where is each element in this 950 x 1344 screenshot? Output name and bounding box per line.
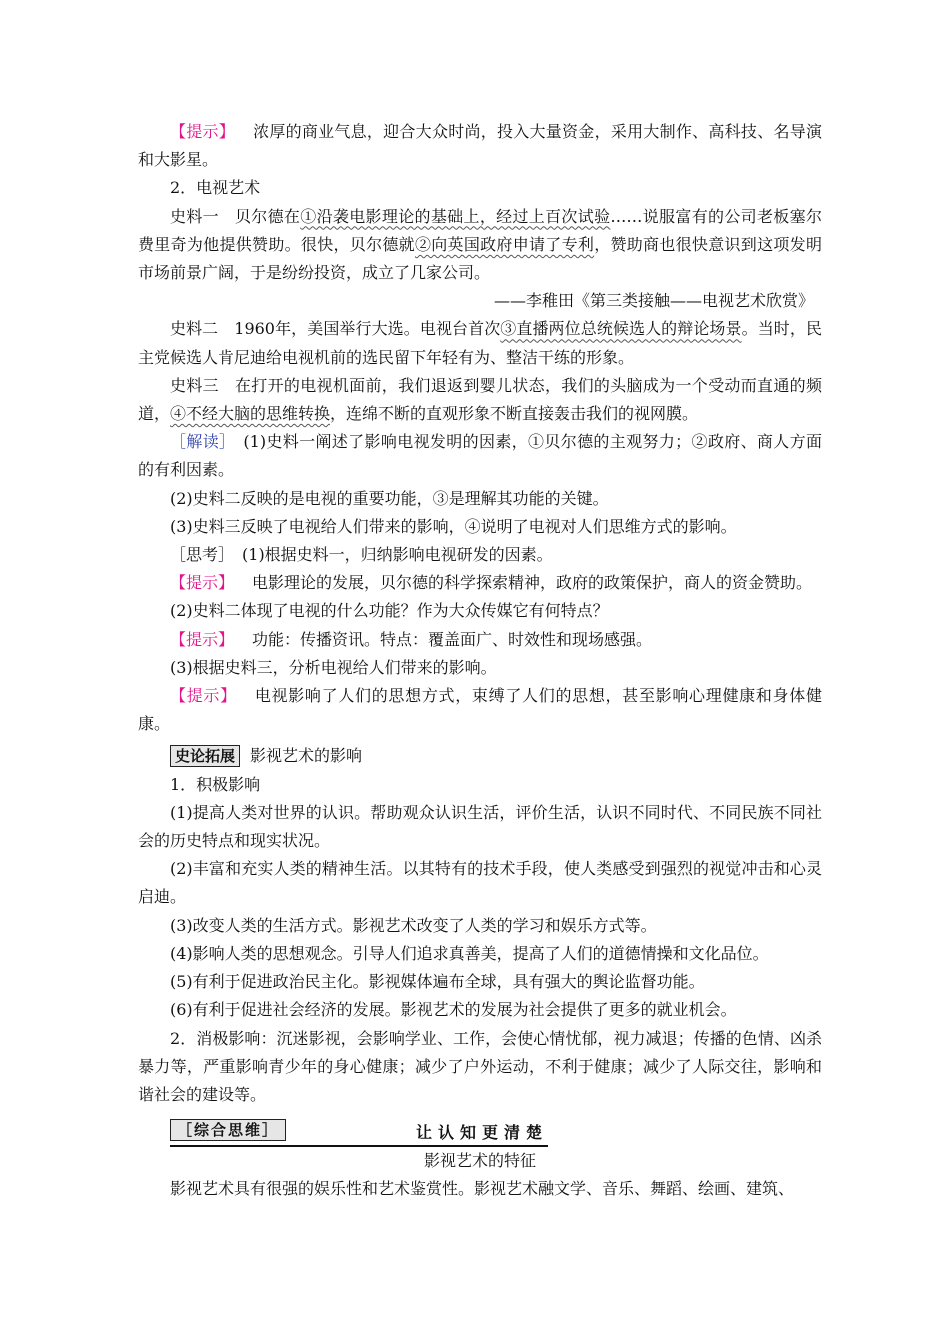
source-text: ……说服富有的公司老板塞尔费里奇为他提供赞助。很快，贝尔德就 <box>138 206 822 254</box>
think-question-3: (3)根据史料三，分析电视给人们带来的影响。 <box>170 657 497 677</box>
underlined-text: ①沿袭电影理论的基础上，经过上百次试验 <box>300 206 611 226</box>
source-three <box>138 372 822 428</box>
source-text: ，赞助商也很快意识到这项发明市场前景广阔，于是纷纷投资，成立了几家公司。 <box>138 234 822 283</box>
source-label: 史料一 <box>170 206 219 226</box>
interpret-line-3: (3)史料三反映了电视给人们带来的影响，④说明了电视对人们思维方式的影响。 <box>170 516 737 536</box>
underlined-text: ②向英国政府申请了专利 <box>414 234 595 254</box>
tip-text: 功能：传播资讯。特点：覆盖面广、时效性和现场感强。 <box>252 629 653 649</box>
heading-tv-art: 2．电视艺术 <box>170 178 261 198</box>
interpret-text: (1)史料一阐述了影响电视发明的因素，①贝尔德的主观努力；②政府、商人方面的有利因素。 <box>138 432 822 480</box>
source-text: 在打开的电视机面前，我们退返到婴儿状态，我们的头脑成为一个受动而直通的频道， <box>138 375 822 424</box>
expand-item: (4)影响人类的思想观念。引导人们追求真善美，提高了人们的道德情操和文化品位。 <box>170 943 769 963</box>
tip-paragraph-film <box>138 118 822 174</box>
underlined-text: ④不经大脑的思维转换 <box>170 404 331 424</box>
synthesis-title: 影视艺术的特征 <box>423 1151 536 1171</box>
synthesis-text: 影视艺术具有很强的娱乐性和艺术鉴赏性。影视艺术融文学、音乐、舞蹈、绘画、建筑、 <box>170 1179 795 1199</box>
expand-subheading-positive: 1．积极影响 <box>170 774 261 794</box>
interpret-label: ［解读］ <box>170 432 236 452</box>
expand-heading <box>138 742 822 770</box>
expand-item: (6)有利于促进社会经济的发展。影视艺术的发展为社会提供了更多的就业机会。 <box>170 1000 737 1020</box>
document-page <box>138 118 822 1204</box>
underlined-text: ③直播两位总统候选人的辩论场景 <box>500 319 742 339</box>
think-answer-1 <box>138 569 822 597</box>
tip-text: 浓厚的商业气息，迎合大众时尚，投入大量资金，采用大制作、高科技、名导演和大影星。 <box>138 122 822 170</box>
tip-text: 电影理论的发展，贝尔德的科学探索精神，政府的政策保护，商人的资金赞助。 <box>252 573 813 593</box>
source-text: 。当时，民主党候选人肯尼迪给电视机前的选民留下年轻有为、整洁干练的形象。 <box>138 319 822 367</box>
think-label: ［思考］ <box>170 545 235 565</box>
source-two <box>138 315 822 371</box>
think-question-1 <box>138 541 822 569</box>
source-one <box>138 203 822 288</box>
think-answer-2 <box>138 626 822 654</box>
tip-label: 【提示】 <box>170 573 235 593</box>
expand-item: (1)提高人类对世界的认识。帮助观众认识生活，评价生活，认识不同时代、不同民族不同社会的历史特点和现实状况。 <box>138 802 822 851</box>
tip-label: 【提示】 <box>170 122 236 141</box>
source-label: 史料二 <box>170 319 219 339</box>
synthesis-bar <box>170 1117 548 1147</box>
source-citation: ——李稚田《第三类接触——电视艺术欣赏》 <box>493 291 814 311</box>
source-text: 贝尔德在 <box>234 206 301 226</box>
source-text: 1960年，美国举行大选。电视台首次 <box>234 319 501 339</box>
expand-item: (5)有利于促进政治民主化。影视媒体遍布全球，具有强大的舆论监督功能。 <box>170 972 705 992</box>
think-answer-3 <box>138 682 822 738</box>
think-text: (1)根据史料一，归纳影响电视研发的因素。 <box>242 545 553 565</box>
expand-item: (3)改变人类的生活方式。影视艺术改变了人类的学习和娱乐方式等。 <box>170 915 657 935</box>
think-question-2: (2)史料二体现了电视的什么功能？作为大众传媒它有何特点？ <box>170 601 609 621</box>
synthesis-subtitle: 让认知更清楚 <box>415 1123 548 1143</box>
expand-tag: 史论拓展 <box>170 745 240 767</box>
tip-text: 电视影响了人们的思想方式，束缚了人们的思想，甚至影响心理健康和身体健康。 <box>138 686 822 734</box>
tip-label: 【提示】 <box>170 686 237 706</box>
interpret-line-1 <box>138 428 822 484</box>
interpret-line-2: (2)史料二反映的是电视的重要功能，③是理解其功能的关键。 <box>170 488 609 508</box>
source-label: 史料三 <box>170 375 219 395</box>
tip-label: 【提示】 <box>170 629 235 649</box>
source-text: ，连绵不断的直观形象不断直接轰击我们的视网膜。 <box>330 404 699 424</box>
synthesis-tag: ［综合思维］ <box>170 1119 286 1141</box>
expand-negative: 2．消极影响：沉迷影视，会影响学业、工作，会使心情忧郁，视力减退；传播的色情、凶杀暴力等，严重影响青少年的身心健康；减少了户外运动，不利于健康；减少了人际交往，影响和谐社会的建设等。 <box>138 1028 822 1104</box>
expand-item: (2)丰富和充实人类的精神生活。以其特有的技术手段，使人类感受到强烈的视觉冲击和心灵启迪。 <box>138 859 822 907</box>
expand-title: 影视艺术的影响 <box>250 746 363 766</box>
